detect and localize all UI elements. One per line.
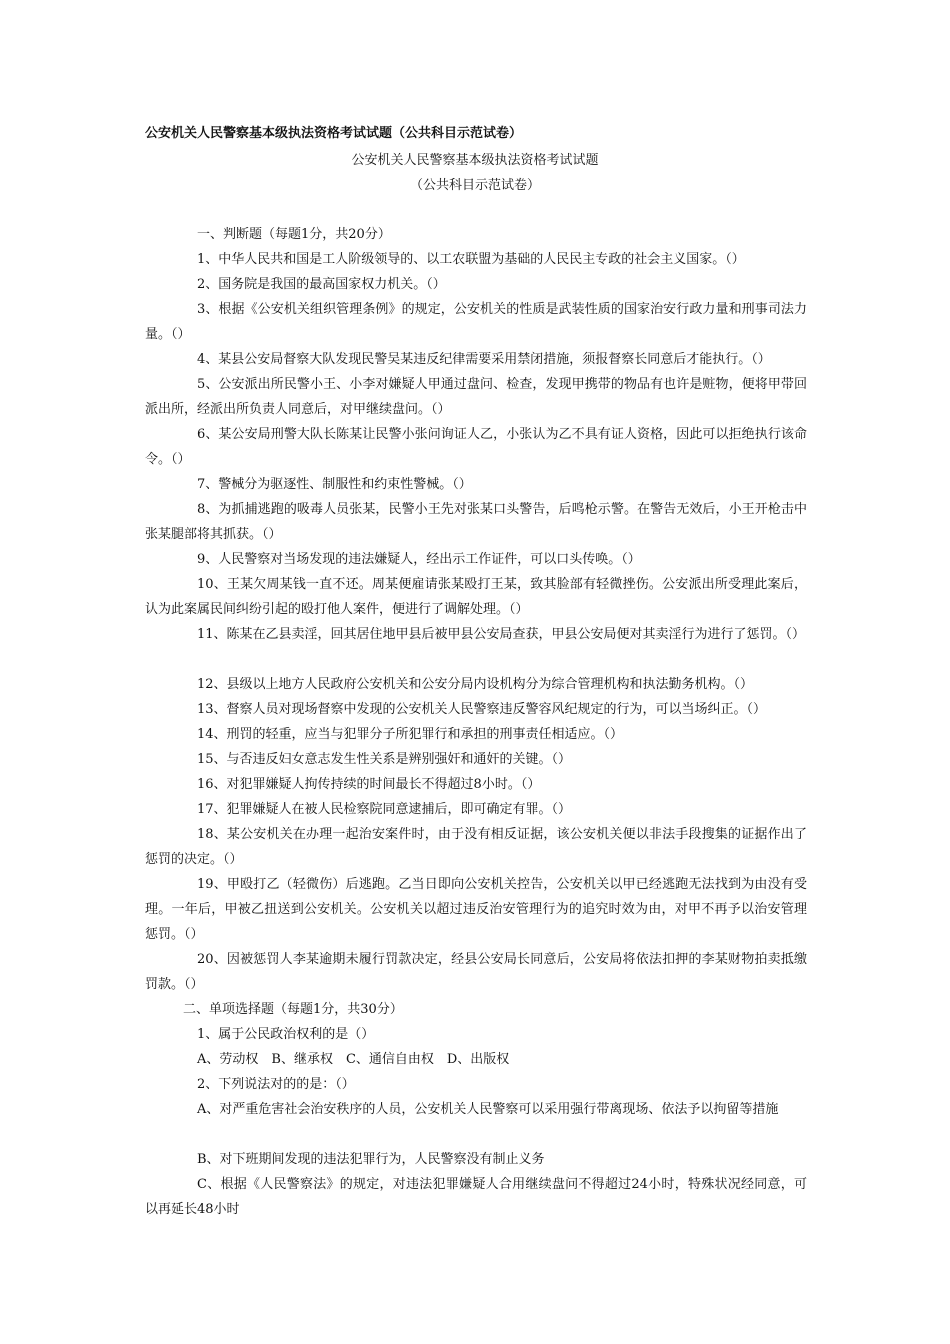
choice-question-stem: 2、下列说法对的的是：（） (197, 1077, 355, 1092)
question-item: 16、对犯罪嫌疑人拘传持续的时间最长不得超过8小时。（） (197, 777, 541, 792)
choice-question-stem: 1、属于公民政治权利的是（） (197, 1027, 375, 1042)
question-item: 15、与否违反妇女意志发生性关系是辨别强奸和通奸的关键。（） (197, 752, 572, 767)
question-item: 3、根据《公安机关组织管理条例》的规定，公安机关的性质是武装性质的国家治安行政力量和刑事司法力量。（） (145, 302, 807, 342)
choice-option: C、根据《人民警察法》的规定，对违法犯罪嫌疑人合用继续盘问不得超过24小时，特殊状况经同意，可以再延长48小时 (145, 1177, 807, 1217)
question-item: 17、犯罪嫌疑人在被人民检察院同意逮捕后，即可确定有罪。（） (197, 802, 572, 817)
question-item: 7、警械分为驱逐性、制服性和约束性警械。（） (197, 477, 472, 492)
question-item: 8、为抓捕逃跑的吸毒人员张某，民警小王先对张某口头警告，后鸣枪示警。在警告无效后，小王开枪击中张某腿部将其抓获。（） (145, 502, 807, 542)
document-main-title: 公安机关人民警察基本级执法资格考试试题（公共科目示范试卷） (145, 126, 523, 141)
question-item: 13、督察人员对现场督察中发现的公安机关人民警察违反警容风纪规定的行为，可以当场纠正。（） (197, 702, 767, 717)
section-1-heading: 一、判断题（每题1分，共20分） (197, 227, 391, 242)
choice-question-options: A、劳动权 B、继承权 C、通信自由权 D、出版权 (197, 1052, 510, 1067)
question-item: 10、王某欠周某钱一直不还。周某便雇请张某殴打王某，致其脸部有轻微挫伤。公安派出所受理此案后，认为此案属民间纠纷引起的殴打他人案件，便进行了调解处理。（） (145, 577, 807, 617)
question-item: 1、中华人民共和国是工人阶级领导的、以工农联盟为基础的人民民主专政的社会主义国家。（） (197, 252, 745, 267)
question-item: 20、因被惩罚人李某逾期未履行罚款决定，经县公安局长同意后，公安局将依法扣押的李某财物拍卖抵缴罚款。（） (145, 952, 807, 992)
question-item: 9、人民警察对当场发现的违法嫌疑人，经出示工作证件，可以口头传唤。（） (197, 552, 641, 567)
document-title-line-2: （公共科目示范试卷） (409, 178, 540, 193)
question-item: 5、公安派出所民警小王、小李对嫌疑人甲通过盘问、检查，发现甲携带的物品有也许是赃物，便将甲带回派出所，经派出所负责人同意后，对甲继续盘问。（） (145, 377, 807, 417)
question-item: 14、刑罚的轻重，应当与犯罪分子所犯罪行和承担的刑事责任相适应。（） (197, 727, 624, 742)
section-2-heading: 二、单项选择题（每题1分，共30分） (183, 1002, 403, 1017)
question-item: 18、某公安机关在办理一起治安案件时，由于没有相反证据，该公安机关便以非法手段搜集的证据作出了惩罚的决定。（） (145, 827, 807, 867)
question-item: 19、甲殴打乙（轻微伤）后逃跑。乙当日即向公安机关控告，公安机关以甲已经逃跑无法找到为由没有受理。一年后，甲被乙扭送到公安机关。公安机关以超过违反治安管理行为的追究时效为由，对甲不再予以治安管理惩罚。（） (145, 877, 807, 942)
question-item: 11、陈某在乙县卖淫，回其居住地甲县后被甲县公安局查获，甲县公安局便对其卖淫行为进行了惩罚。（） (197, 627, 806, 642)
question-item: 12、县级以上地方人民政府公安机关和公安分局内设机构分为综合管理机构和执法勤务机构。（） (197, 677, 754, 692)
document-title-line-1: 公安机关人民警察基本级执法资格考试试题 (351, 153, 599, 168)
choice-option: A、对严重危害社会治安秩序的人员，公安机关人民警察可以采用强行带离现场、依法予以拘留等措施 (197, 1102, 779, 1117)
question-item: 2、国务院是我国的最高国家权力机关。（） (197, 277, 446, 292)
question-item: 4、某县公安局督察大队发现民警吴某违反纪律需要采用禁闭措施，须报督察长同意后才能执行。（） (197, 352, 771, 367)
question-item: 6、某公安局刑警大队长陈某让民警小张问询证人乙，小张认为乙不具有证人资格，因此可以拒绝执行该命令。（） (145, 427, 807, 467)
choice-option: B、对下班期间发现的违法犯罪行为，人民警察没有制止义务 (197, 1152, 545, 1167)
